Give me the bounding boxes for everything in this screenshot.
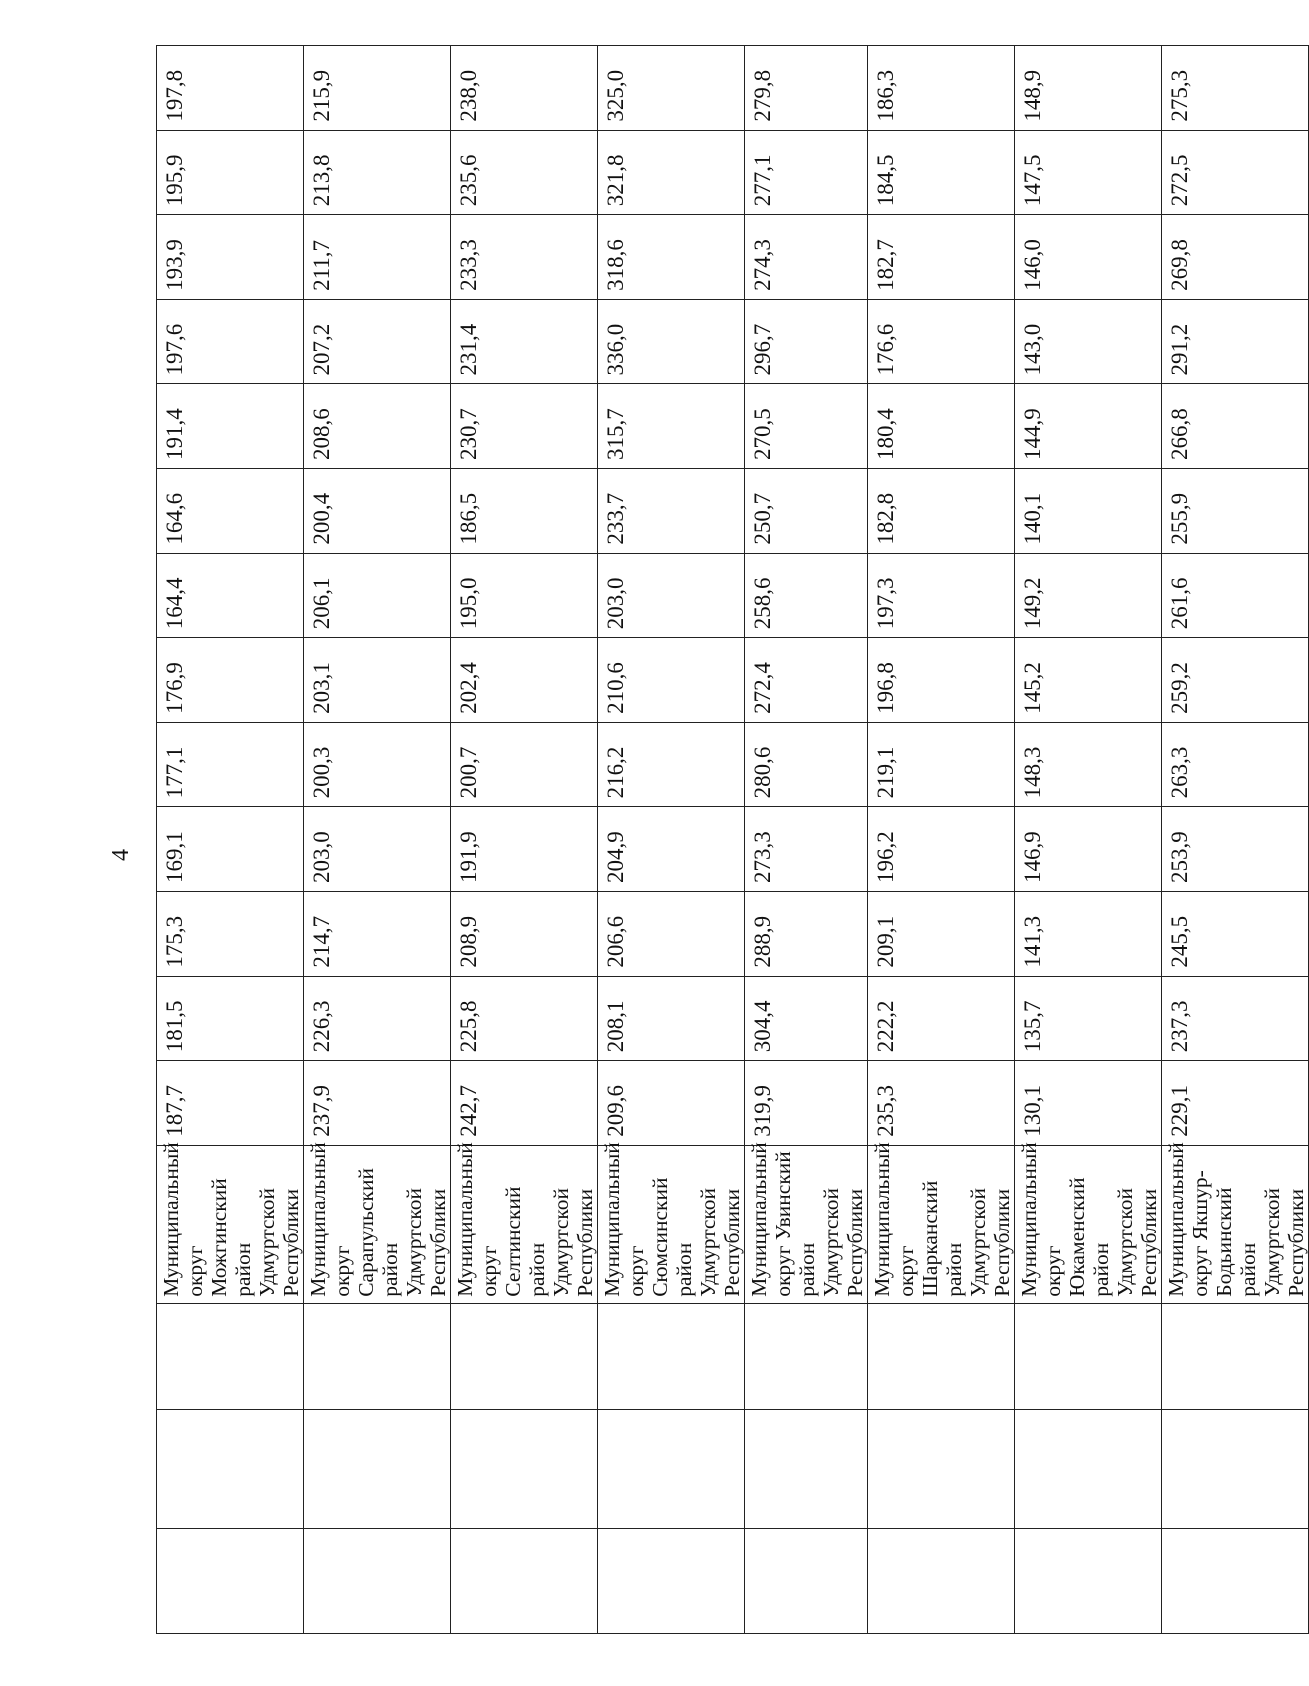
value-cell: 200,7 <box>451 722 598 807</box>
table-container <box>156 45 1308 1634</box>
empty-cell <box>598 1303 745 1409</box>
value-cell: 209,6 <box>598 1061 745 1146</box>
value-cell: 231,4 <box>451 299 598 384</box>
value-cell: 235,3 <box>868 1061 1015 1146</box>
value-cell: 214,7 <box>304 892 451 977</box>
value-cell: 225,8 <box>451 976 598 1061</box>
value-cell: 266,8 <box>1162 384 1309 469</box>
empty-cell <box>451 1303 598 1409</box>
value-cell: 250,7 <box>745 469 868 554</box>
value-cell: 304,4 <box>745 976 868 1061</box>
municipality-name-cell: Муниципальный округ Можгинский район Удмуртской Республики <box>157 1145 304 1303</box>
empty-cell <box>157 1303 304 1409</box>
municipality-name-cell: Муниципальный округ Юкаменский район Удмуртской Республики <box>1015 1145 1162 1303</box>
value-cell: 274,3 <box>745 215 868 300</box>
value-cell: 242,7 <box>451 1061 598 1146</box>
value-cell: 141,3 <box>1015 892 1162 977</box>
value-cell: 319,9 <box>745 1061 868 1146</box>
empty-cell <box>451 1409 598 1528</box>
value-cell: 233,7 <box>598 469 745 554</box>
value-cell: 203,0 <box>598 553 745 638</box>
table-row <box>598 46 745 1634</box>
municipality-name-cell: Муниципальный округ Сарапульский район Удмуртской Республики <box>304 1145 451 1303</box>
municipality-name-cell: Муниципальный округ Увинский район Удмуртской Республики <box>745 1145 868 1303</box>
value-cell: 146,9 <box>1015 807 1162 892</box>
value-cell: 210,6 <box>598 638 745 723</box>
value-cell: 206,6 <box>598 892 745 977</box>
value-cell: 258,6 <box>745 553 868 638</box>
empty-cell <box>1162 1303 1309 1409</box>
value-cell: 195,9 <box>157 130 304 215</box>
value-cell: 149,2 <box>1015 553 1162 638</box>
value-cell: 175,3 <box>157 892 304 977</box>
value-cell: 182,7 <box>868 215 1015 300</box>
value-cell: 147,5 <box>1015 130 1162 215</box>
value-cell: 187,7 <box>157 1061 304 1146</box>
value-cell: 191,9 <box>451 807 598 892</box>
table-row <box>745 46 868 1634</box>
municipality-name-cell: Муниципальный округ Шарканский район Удмуртской Республики <box>868 1145 1015 1303</box>
value-cell: 203,1 <box>304 638 451 723</box>
municipality-name-cell: Муниципальный округ Якшур-Бодьинский район Удмуртской Республики <box>1162 1145 1309 1303</box>
data-table <box>156 45 1309 1634</box>
value-cell: 226,3 <box>304 976 451 1061</box>
table-row <box>868 46 1015 1634</box>
value-cell: 208,1 <box>598 976 745 1061</box>
page-number: 4 <box>108 849 134 861</box>
table-row <box>304 46 451 1634</box>
value-cell: 143,0 <box>1015 299 1162 384</box>
value-cell: 203,0 <box>304 807 451 892</box>
value-cell: 270,5 <box>745 384 868 469</box>
empty-cell <box>1015 1303 1162 1409</box>
value-cell: 206,1 <box>304 553 451 638</box>
empty-cell <box>868 1529 1015 1634</box>
value-cell: 336,0 <box>598 299 745 384</box>
value-cell: 135,7 <box>1015 976 1162 1061</box>
value-cell: 207,2 <box>304 299 451 384</box>
empty-cell <box>868 1303 1015 1409</box>
value-cell: 208,9 <box>451 892 598 977</box>
table-row <box>1162 46 1309 1634</box>
value-cell: 130,1 <box>1015 1061 1162 1146</box>
value-cell: 209,1 <box>868 892 1015 977</box>
value-cell: 140,1 <box>1015 469 1162 554</box>
value-cell: 216,2 <box>598 722 745 807</box>
value-cell: 325,0 <box>598 46 745 131</box>
value-cell: 237,3 <box>1162 976 1309 1061</box>
value-cell: 259,2 <box>1162 638 1309 723</box>
value-cell: 197,6 <box>157 299 304 384</box>
value-cell: 296,7 <box>745 299 868 384</box>
empty-cell <box>745 1529 868 1634</box>
value-cell: 272,4 <box>745 638 868 723</box>
value-cell: 196,8 <box>868 638 1015 723</box>
value-cell: 197,3 <box>868 553 1015 638</box>
value-cell: 213,8 <box>304 130 451 215</box>
value-cell: 196,2 <box>868 807 1015 892</box>
value-cell: 200,4 <box>304 469 451 554</box>
value-cell: 321,8 <box>598 130 745 215</box>
value-cell: 184,5 <box>868 130 1015 215</box>
value-cell: 182,8 <box>868 469 1015 554</box>
value-cell: 146,0 <box>1015 215 1162 300</box>
value-cell: 181,5 <box>157 976 304 1061</box>
municipality-name-cell: Муниципальный округ Сюмсинский район Удмуртской Республики <box>598 1145 745 1303</box>
value-cell: 233,3 <box>451 215 598 300</box>
value-cell: 176,9 <box>157 638 304 723</box>
value-cell: 273,3 <box>745 807 868 892</box>
value-cell: 272,5 <box>1162 130 1309 215</box>
empty-cell <box>304 1303 451 1409</box>
empty-cell <box>157 1409 304 1528</box>
value-cell: 263,3 <box>1162 722 1309 807</box>
value-cell: 164,4 <box>157 553 304 638</box>
value-cell: 148,3 <box>1015 722 1162 807</box>
value-cell: 202,4 <box>451 638 598 723</box>
value-cell: 230,7 <box>451 384 598 469</box>
empty-cell <box>304 1409 451 1528</box>
value-cell: 176,6 <box>868 299 1015 384</box>
value-cell: 197,8 <box>157 46 304 131</box>
value-cell: 261,6 <box>1162 553 1309 638</box>
empty-cell <box>451 1529 598 1634</box>
value-cell: 229,1 <box>1162 1061 1309 1146</box>
empty-cell <box>1162 1409 1309 1528</box>
empty-cell <box>598 1529 745 1634</box>
value-cell: 235,6 <box>451 130 598 215</box>
value-cell: 195,0 <box>451 553 598 638</box>
value-cell: 219,1 <box>868 722 1015 807</box>
value-cell: 291,2 <box>1162 299 1309 384</box>
empty-cell <box>745 1409 868 1528</box>
empty-cell <box>1015 1529 1162 1634</box>
value-cell: 253,9 <box>1162 807 1309 892</box>
value-cell: 318,6 <box>598 215 745 300</box>
value-cell: 186,5 <box>451 469 598 554</box>
value-cell: 269,8 <box>1162 215 1309 300</box>
value-cell: 255,9 <box>1162 469 1309 554</box>
value-cell: 277,1 <box>745 130 868 215</box>
municipality-name-cell: Муниципальный округ Селтинский район Удмуртской Республики <box>451 1145 598 1303</box>
value-cell: 191,4 <box>157 384 304 469</box>
empty-cell <box>1162 1529 1309 1634</box>
value-cell: 211,7 <box>304 215 451 300</box>
value-cell: 288,9 <box>745 892 868 977</box>
empty-cell <box>304 1529 451 1634</box>
value-cell: 237,9 <box>304 1061 451 1146</box>
value-cell: 245,5 <box>1162 892 1309 977</box>
empty-cell <box>598 1409 745 1528</box>
value-cell: 204,9 <box>598 807 745 892</box>
value-cell: 280,6 <box>745 722 868 807</box>
empty-cell <box>745 1303 868 1409</box>
value-cell: 177,1 <box>157 722 304 807</box>
table-row <box>157 46 304 1634</box>
rotated-table-area <box>156 45 1308 1634</box>
value-cell: 208,6 <box>304 384 451 469</box>
empty-cell <box>1015 1409 1162 1528</box>
value-cell: 275,3 <box>1162 46 1309 131</box>
value-cell: 164,6 <box>157 469 304 554</box>
empty-cell <box>868 1409 1015 1528</box>
value-cell: 193,9 <box>157 215 304 300</box>
value-cell: 315,7 <box>598 384 745 469</box>
value-cell: 238,0 <box>451 46 598 131</box>
value-cell: 145,2 <box>1015 638 1162 723</box>
value-cell: 222,2 <box>868 976 1015 1061</box>
value-cell: 200,3 <box>304 722 451 807</box>
table-body <box>157 46 1309 1634</box>
value-cell: 215,9 <box>304 46 451 131</box>
table-row <box>451 46 598 1634</box>
value-cell: 144,9 <box>1015 384 1162 469</box>
value-cell: 279,8 <box>745 46 868 131</box>
value-cell: 186,3 <box>868 46 1015 131</box>
value-cell: 148,9 <box>1015 46 1162 131</box>
table-row <box>1015 46 1162 1634</box>
value-cell: 180,4 <box>868 384 1015 469</box>
empty-cell <box>157 1529 304 1634</box>
value-cell: 169,1 <box>157 807 304 892</box>
